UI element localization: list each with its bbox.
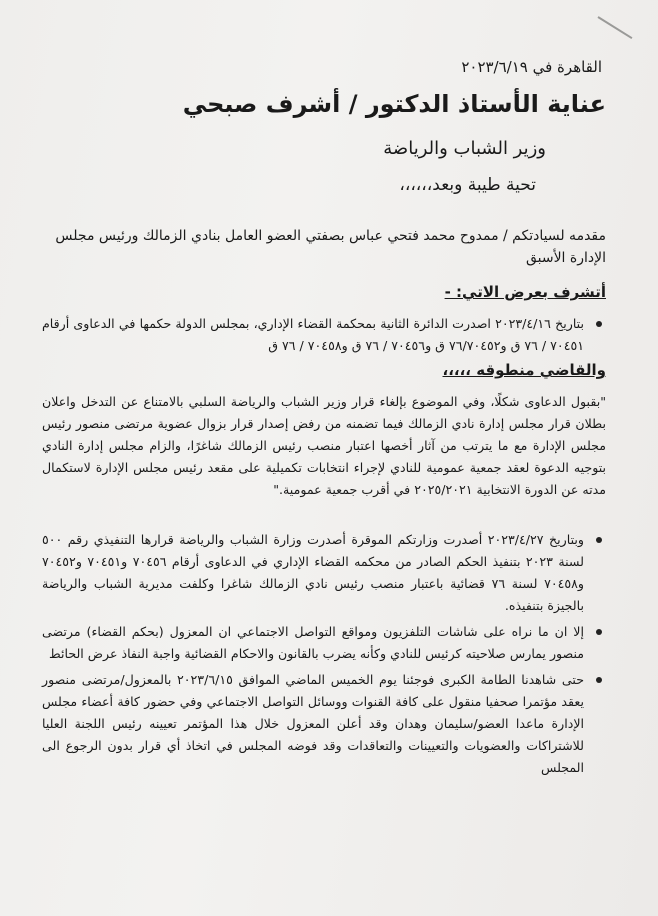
bullet-icon [596,321,602,327]
ruling-quote: "بقبول الدعاوى شكلًا، وفي الموضوع بإلغاء قرار وزير الشباب والرياضة السلبي بالامتناع عن التدخل واعلان بطلان قرار مجلس إدارة نادي الزمالك فيما تضمنه من رفض إصدار قرار بزوال عضوية مرتضى منصور رئيس مجلس الإدارة مع ما يترتب من آثار أخصها اعتبار منصب رئيس الزمالك شاغرًا، والزام مجلس إدارة النادي بتوجيه الدعوة لعقد جمعية عمومية للنادي لإجراء انتخابات تكميلية على مقعد رئيس مجلس الإدارة لاستكمال مدته عن الدورة الانتخابية ٢٠٢٥/٢٠٢١ في أقرب جمعية عمومية." [42,394,606,497]
letter-date: القاهرة في ٢٠٢٣/٦/١٩ [461,58,602,76]
list-item [42,313,606,357]
points-list-2 [42,529,606,779]
section-heading-presentation: أتشرف بعرض الاتي: - [444,283,606,301]
point-text: بتاريخ ٢٠٢٣/٤/١٦ اصدرت الدائرة الثانية بمحكمة القضاء الإداري، بمجلس الدولة حكمها في الدعاوى أرقام ٧٠٤٥١ / ٧٦ ق و٧٦/٧٠٤٥٢ ق و٧٠٤٥٦ / ٧٦ ق و٧٠٤٥٨ / ٧٦ ق [42,316,584,353]
list-item [42,529,606,617]
bullet-icon [596,537,602,543]
list-item [42,621,606,665]
bullet-icon [596,677,602,683]
points-list-1 [42,313,606,357]
intro-paragraph: مقدمه لسيادتكم / ممدوح محمد فتحي عباس بصفتي العضو العامل بنادي الزمالك ورئيس مجلس الإدارة الأسبق [55,228,606,266]
bullet-icon [596,629,602,635]
point-text: حتى شاهدنا الطامة الكبرى فوجئنا يوم الخميس الماضي الموافق ٢٠٢٣/٦/١٥ بالمعزول/مرتضى منصور يعقد مؤتمرا صحفيا منقول على كافة القنوات ووسائل التواصل الاجتماعي وفي حضور كافة أعضاء مجلس الإدارة ماعدا العضو/سليمان وهدان وقد أعلن المعزول خلال هذا المؤتمر تعيينه رئيس اللجنة العليا للاشتراكات والعضويات والتعيينات والتعاقدات وقد فوضه المجلس في اتخاذ أي قرار بدون الرجوع الى المجلس [42,672,584,775]
section-heading-ruling: والقاضي منطوقه ،،،،، [442,361,606,379]
point-text: إلا ان ما نراه على شاشات التلفزيون ومواقع التواصل الاجتماعي ان المعزول (بحكم القضاء) مرتضى منصور يمارس صلاحيته كرئيس للنادي وكأنه يضرب بالقانون والاحكام القضائية واجبة النفاذ عرض الحائط [42,624,584,661]
addressee-line: عناية الأستاذ الدكتور / أشرف صبحي [182,90,606,118]
greeting: تحية طيبة وبعد،،،،،، [399,175,536,195]
minister-title: وزير الشباب والرياضة [383,138,546,159]
point-text: وبتاريخ ٢٠٢٣/٤/٢٧ أصدرت وزارتكم الموقرة أصدرت وزارة الشباب والرياضة قرارها التنفيذي رقم ٥٠٠ لسنة ٢٠٢٣ بتنفيذ الحكم الصادر من محكمه القضاء الإداري في الدعاوى أرقام ٧٠٤٥٦ و٧٠٤٥١ و٧٠٤٥٢ و٧٠٤٥٨ لسنة ٧٦ قضائية باعتبار منصب رئيس نادي الزمالك شاغرا وكلفت مديرية الشباب والرياضة بالجيزة بتنفيذه. [42,532,584,613]
page-crease [597,16,632,39]
list-item [42,669,606,779]
